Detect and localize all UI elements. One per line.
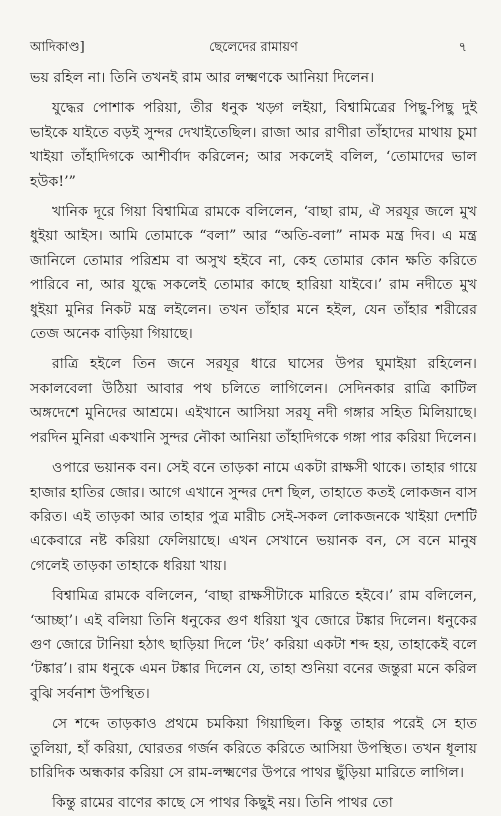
running-header	[30, 38, 477, 60]
paragraph-3: খানিক দূরে গিয়া বিশ্বামিত্র রামকে বলিলেন, ‘বাছা রাম, ঐ সরযূর জলে মুখ ধুইয়া আইস। আমি তোমাকে “বলা” আর “অতি-বলা” নামক মন্ত্র দিব। এ মন্ত্র জানিলে তোমার পরিশ্রম বা অসুখ হইবে না, কেহ তোমার কোন ক্ষতি করিতে পারিবে না, আর যুদ্ধে সকলেই তোমার কাছে হারিয়া যাইবে।’ রাম নদীতে মুখ ধুইয়া মুনির নিকট মন্ত্র লইলেন। তখন তাঁহার মনে হইল, যেন তাঁহার শরীরের তেজ অনেক বাড়িয়া গিয়াছে।	[30, 204, 477, 343]
paragraph-7: সে শব্দে তাড়কাও প্রথমে চমকিয়া গিয়াছিল। কিন্তু তাহার পরেই সে হাত তুলিয়া, হাঁ করিয়া, ঘোরতর গর্জন করিতে করিতে আসিয়া উপস্থিত। তখন ধূলায় চারিদিক অন্ধকার করিয়া সে রাম-লক্ষ্মণের উপরে পাথর ছুঁড়িয়া মারিতে লাগিল।	[30, 716, 477, 781]
book-title: ছেলেদের রামায়ণ	[209, 40, 298, 55]
paragraph-4: রাত্রি হইলে তিন জনে সরযূর ধারে ঘাসের উপর ঘুমাইয়া রহিলেন। সকালবেলা উঠিয়া আবার পথ চলিতে লাগিলেন। সেদিনকার রাত্রি কাটিল অঙ্গদেশে মুনিদের আশ্রমে। এইখানে আসিয়া সরযূ নদী গঙ্গার সহিত মিলিয়াছে। পরদিন মুনিরা একখানি সুন্দর নৌকা আনিয়া তাঁহাদিগকে গঙ্গা পার করিয়া দিলেন।	[30, 356, 477, 446]
paragraph-6: বিশ্বামিত্র রামকে বলিলেন, ‘বাছা রাক্ষসীটাকে মারিতে হইবে।’ রাম বলিলেন, ‘আচ্ছা’। এই বলিয়া তিনি ধনুকের গুণ ধরিয়া খুব জোরে টঙ্কার দিলেন। ধনুকের গুণ জোরে টানিয়া হঠাৎ ছাড়িয়া দিলে ‘টং’ করিয়া একটা শব্দ হয়, তাহাকেই বলে ‘টঙ্কার’। রাম ধনুকে এমন টঙ্কার দিলেন যে, তাহা শুনিয়া বনের জন্তুরা মনে করিল বুঝি সর্বনাশ উপস্থিত।	[30, 588, 477, 702]
paragraph-2: যুদ্ধের পোশাক পরিয়া, তীর ধনুক খড়্গ লইয়া, বিশ্বামিত্রের পিছু-পিছু দুই ভাইকে যাইতে বড়ই সুন্দর দেখাইতেছিল। রাজা আর রাণীরা তাঁহাদের মাথায় চুমা খাইয়া তাঁহাদিগকে আশীর্বাদ করিলেন; আর সকলেই বলিল, ‘তোমাদের ভাল হউক!’”	[30, 100, 477, 190]
paragraph-5: ওপারে ভয়ানক বন। সেই বনে তাড়কা নামে একটা রাক্ষসী থাকে। তাহার গায়ে হাজার হাতির জোর। আগে এখানে সুন্দর দেশ ছিল, তাহাতে কতই লোকজন বাস করিত। এই তাড়কা আর তাহার পুত্র মারীচ সেই-সকল লোকজনকে খাইয়া দেশটি একেবারে নষ্ট করিয়া ফেলিয়াছে। এখন সেখানে ভয়ানক বন, সে বনে মানুষ গেলেই তাড়কা তাহাকে ধরিয়া খায়।	[30, 460, 477, 574]
body-text	[30, 66, 477, 816]
paragraph-8: কিন্তু রামের বাণের কাছে সে পাথর কিছুই নয়। তিনি পাথর তো	[52, 795, 393, 812]
paragraph-1: ভয় রহিল না। তিনি তখনই রাম আর লক্ষ্মণকে আনিয়া দিলেন।	[30, 70, 375, 86]
chapter-label: আদিকাণ্ড]	[30, 40, 85, 55]
page-number: ৭	[458, 40, 467, 55]
